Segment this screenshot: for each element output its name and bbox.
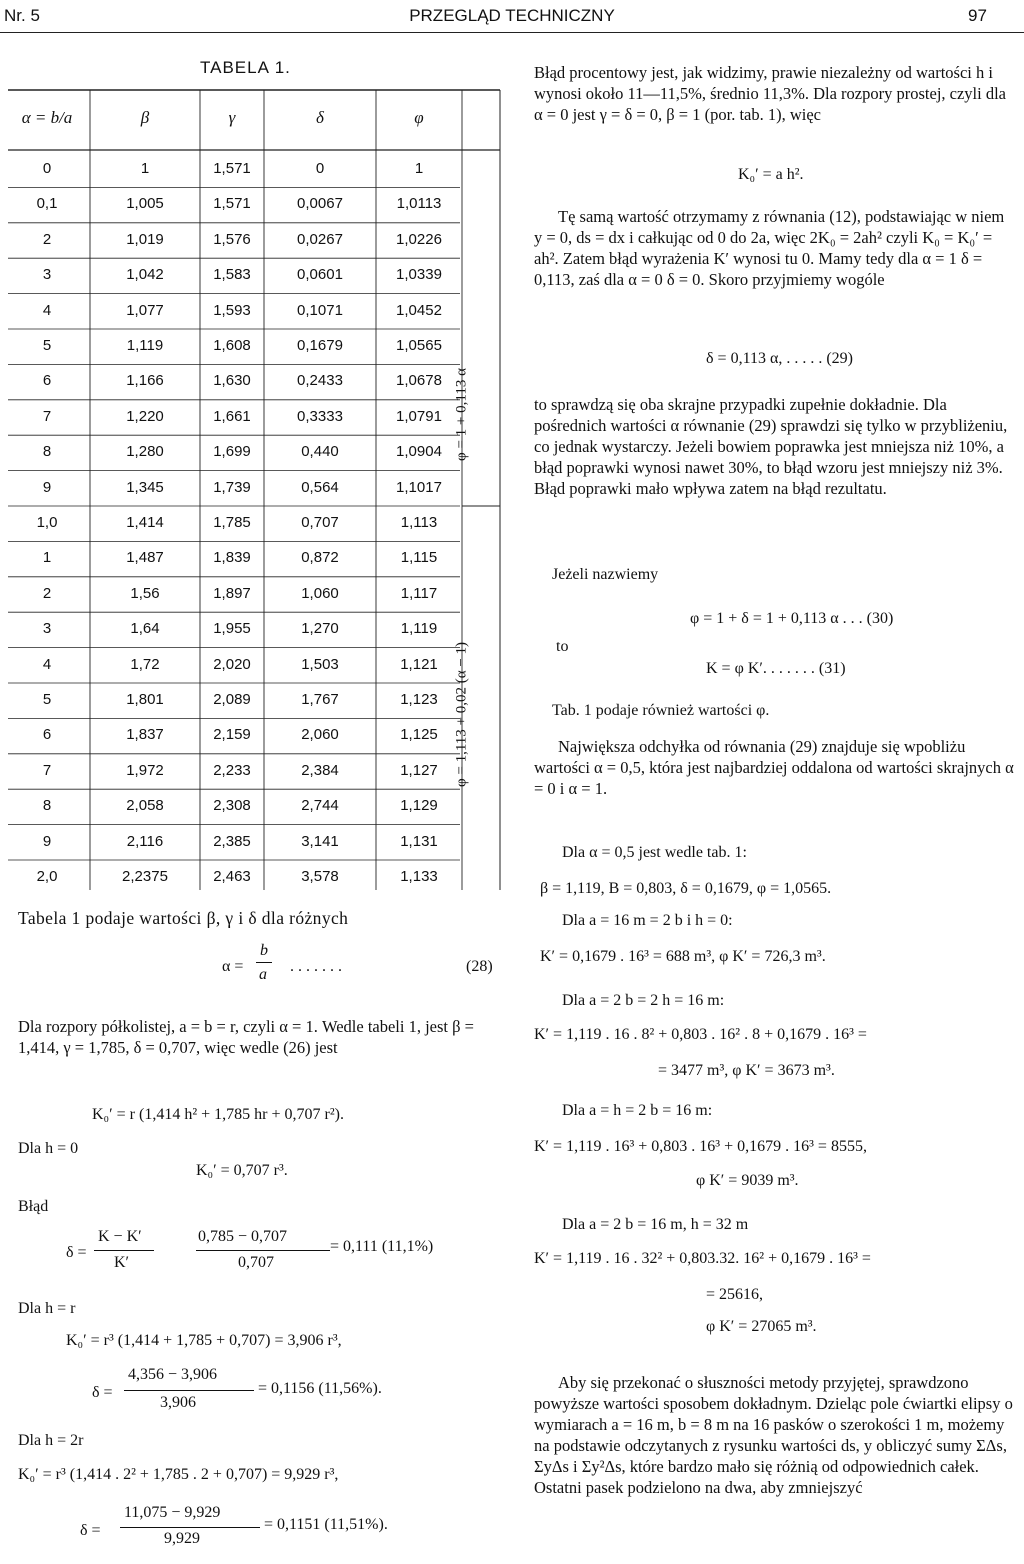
left-paragraph-1: Tabela 1 podaje wartości β, γ i δ dla różnych — [18, 908, 349, 928]
table-cell: 2,116 — [126, 832, 164, 850]
table-cell: 2,060 — [301, 726, 339, 744]
label-blad: Błąd — [18, 1198, 49, 1215]
table-cell: 1,119 — [126, 337, 164, 354]
header-beta: β — [140, 108, 150, 127]
header-phi: φ — [414, 108, 424, 127]
table-cell: 1,113 — [400, 514, 438, 531]
table-cell: 1,955 — [213, 620, 251, 638]
table-cell: 6 — [42, 726, 52, 744]
table-cell: 1,0 — [36, 514, 58, 531]
table-cell: 1,0339 — [396, 266, 442, 284]
table-cell: 3,141 — [301, 832, 339, 850]
table-cell: 0,0267 — [297, 230, 343, 248]
calc-line-12: = 25616, — [706, 1286, 764, 1303]
table-cell: 1,129 — [400, 797, 438, 815]
table-cell: 9 — [42, 832, 52, 850]
table-cell: 1,0226 — [396, 230, 442, 248]
table-cell: 3 — [42, 620, 52, 638]
table-cell: 0 — [42, 160, 52, 177]
table-cell: 0,3333 — [297, 407, 343, 425]
table-cell: 2,308 — [213, 797, 251, 815]
table-cell: 1,0565 — [396, 337, 442, 354]
table-cell: 2,384 — [301, 761, 339, 779]
formula-k0-general: K₀′ = r (1,414 h² + 1,785 hr + 0,707 r²). — [92, 1106, 344, 1123]
right-paragraph-2: Tę samą wartość otrzymamy z równania (12), podstawiając w niem y = 0, ds = dx i całkując od 0 do 2a, więc 2K₀ = 2ah² czyli K₀ = K₀′ = ah². Zatem błąd wyrażenia K′ wynosi tu 0. Mamy tedy dla α = 1 δ = 0,113, zaś dla α = 0 δ = 0. Skoro przyjmiemy wogóle — [534, 207, 1005, 289]
table-cell: 1,661 — [213, 407, 251, 425]
table-cell: 1,119 — [400, 620, 438, 638]
table-cell: 2 — [42, 230, 52, 248]
table-cell: 0 — [315, 160, 325, 177]
issue-number: Nr. 5 — [4, 6, 40, 25]
calc-line-2: Dla a = 16 m = 2 b i h = 0: — [562, 912, 733, 929]
formula-k0-hr: K₀′ = r³ (1,414 + 1,785 + 0,707) = 3,906 r³, — [66, 1332, 342, 1349]
journal-page: Nr. 5 PRZEGLĄD TECHNICZNY 97 TABELA 1. α = b/a β γ δ φ 0 1 1,571 0 1 0,1 1,005 1,571 0,0067 1,0113 2 1,019 1,576 0,0267 1,0226 3 1,042 1,583 0,0601 1,0339 4 1,077 1,593 0,1071 1,0452 5 1,119 1,608 0,1679 1,0565 6 1,166 1,630 0,2433 1,0678 7 1,220 1,661 0,3333 1,0791 8 1,280 1,699 0,440 1,0904 9 1,345 1,739 0,564 1,1017 1,0 1,414 1,785 0,707 1,113 1 1,487 1,839 0,872 1,115 2 1,56 1,897 1,060 1,117 3 1,64 1,955 1,270 1,119 4 1,72 2,020 1,503 1,121 5 1,801 2,089 1,767 1,123 6 1,837 2,159 2,060 1,125 7 1,972 2,233 2,384 1,127 8 2,058 2,308 2,744 1,129 9 2,116 2,385 3,141 1,131 2,0 2,2375 2,463 3,578 1,133 φ = 1 + 0,113 α φ = 1,113 + 0,02 (α − 1) Tabela 1 podaje wartości β, γ i δ dla różnych α = b a . . . . . . . (28) Dla rozpory półkolistej, a = b = r, czyli α = 1. Wedle tabeli 1, jest β = 1,414, γ = 1,785, δ = 0,707, więc wedle (26) jest K₀′ = r (1,414 h² + 1,785 hr + 0,707 r²). Dla h = 0 K₀′ = 0,707 r³. Błąd δ = K − K′ K′ 0,785 − 0,707 0,707 = 0,111 (11,1%) Dla h = r K₀′ = r³ (1,414 + 1,785 + 0,707) = 3,906 r³, δ = 4,356 − 3,906 3,906 = 0,1156 (11,56%). Dla h = 2r K₀′ = r³ (1,414 . 2² + 1,785 . 2 + 0,707) = 9,929 r³, δ = 11,075 − 9,929 9,929 = 0,1151 (11,51%). Błąd procentowy jest, jak widzimy, prawie niezależny od wartości h i wynosi około 11—11,5%, średnio 11,3%. Dla rozpory prostej, czyli dla α = 0 jest γ = δ = 0, β = 1 (por. tab. 1), więc K₀′ = a h². Tę samą wartość otrzymamy z równania (12), podstawiając w niem y = 0, ds = dx i całkując od 0 do 2a, więc 2K₀ = 2ah² czyli K₀ = K₀′ = ah². Zatem błąd wyrażenia K′ wynosi tu 0. Mamy tedy dla α = 1 δ = 0,113, zaś dla α = 0 δ = 0. Skoro przyjmiemy wogóle δ = 0,113 α, . . . . . (29) to sprawdzą się oba skrajne przypadki zupełnie dokładnie. Dla pośrednich wartości α równanie (29) sprawdzi się tylko w przybliżeniu, co jednak wystarczy. Jeżeli bowiem poprawka jest mniejsza niż 10%, a błąd poprawki wynosi nawet 30%, to błąd wzoru jest mniejszy niż 3%. Błąd poprawki mało wpływa zatem na błąd rezultatu. Jeżeli nazwiemy φ = 1 + δ = 1 + 0,113 α . . . (30) to K = φ K′. . . . . . . (31) Tab. 1 podaje również wartości φ. Największa odchyłka od równania (29) znajduje się wpobliżu wartości α = 0,5, która jest najbardziej oddalona od wartości skrajnych α = 0 i α = 1. Dla α = 0,5 jest wedle tab. 1: β = 1,119, B = 0,803, δ = 0,1679, φ = 1,0565. Dla a = 16 m = 2 b i h = 0: K′ = 0,1679 . 16³ = 688 m³, φ K′ = 726,3 m³. Dla a = 2 b = 2 h = 16 m: K′ = 1,119 . 16 . 8² + 0,803 . 16² . 8 + 0,1679 . 16³ = = 3477 m³, φ K′ = 3673 m³. Dla a = h = 2 b = 16 m: K′ = 1,119 . 16³ + 0,803 . 16³ + 0,1679 . 16³ = 8555, φ K′ = 9039 m³. Dla a = 2 b = 16 m, h = 32 m K′ = 1,119 . 16 . 32² + 0,803.32. 16² + 0,1679 . 16³ = = 25616, φ K′ = 27065 m³. Aby się przekonać o słuszności metody przyjętej, sprawdzono powyższe wartości sposobem dokładnym. Dzieląc pole ćwiartki elipsy o wymiarach a = 16 m, b = 8 m na 16 pasków o szerokości 1 m, możemy na podstawie odczytanych z rysunku wartości ds, y obliczyć sumy ΣΔs, ΣyΔs i Σy²Δs, które bardzo mało się różnią od odpowiednich całek. Ostatni pasek podzielono na dwa, aby zmniejszyć — [0, 0, 1024, 1564]
side-formula-lower: φ = 1,113 + 0,02 (α − 1) — [453, 641, 470, 788]
right-paragraph-1: Błąd procentowy jest, jak widzimy, prawie niezależny od wartości h i wynosi około 11—11,5%, średnio 11,3%. Dla rozpory prostej, czyli dla α = 0 jest γ = δ = 0, β = 1 (por. tab. 1), więc — [534, 63, 1006, 124]
table-cell: 1,115 — [400, 549, 438, 567]
table-cell: 9 — [42, 478, 52, 496]
table-cell: 2,463 — [213, 868, 251, 885]
table-cell: 1,608 — [213, 337, 251, 354]
table-cell: 1,414 — [126, 514, 164, 531]
table-cell: 1,0113 — [396, 195, 442, 213]
table-cell: 0,0067 — [297, 195, 343, 213]
table-cell: 0,1679 — [297, 337, 343, 354]
right-paragraph-5: Tab. 1 podaje również wartości φ. — [552, 702, 770, 719]
table-cell: 1,630 — [213, 372, 251, 390]
table-cell: 4 — [42, 301, 52, 319]
table-cell: 1,72 — [130, 655, 160, 673]
right-paragraph-6: Największa odchyłka od równania (29) znajduje się wpobliżu wartości α = 0,5, która jest najbardziej oddalona od wartości skrajnych α = 0 i α = 1. — [534, 737, 1014, 798]
header-alpha-text: α = b/a — [21, 108, 73, 127]
table-cell: 1,117 — [400, 584, 438, 602]
table-cell: 2,159 — [213, 726, 251, 744]
header-gamma: γ — [228, 108, 236, 127]
table-cell: 1,127 — [400, 761, 438, 779]
table-cell: 1,133 — [400, 868, 438, 885]
table-cell: 2,020 — [213, 655, 251, 673]
table-cell: 0,2433 — [297, 372, 343, 390]
calc-line-11: K′ = 1,119 . 16 . 32² + 0,803.32. 16² + 0,1679 . 16³ = — [534, 1250, 871, 1267]
right-paragraph-8: Aby się przekonać o słuszności metody przyjętej, sprawdzono powyższe wartości sposobem dokładnym. Dzieląc pole ćwiartki elipsy o wymiarach a = 16 m, b = 8 m na 16 pasków o szerokości 1 m, możemy na podstawie odczytanych z rysunku wartości ds, y obliczyć sumy ΣΔs, ΣyΔs i Σy²Δs, które bardzo mało się różnią od odpowiednich całek. Ostatni pasek podzielono na dwa, aby zmniejszyć — [534, 1373, 1013, 1497]
label-to: to — [556, 638, 569, 655]
table-cell: 1,837 — [126, 726, 164, 744]
table-cell: 8 — [42, 443, 52, 461]
table-cell: 1,345 — [126, 478, 164, 496]
table-cell: 2,0 — [36, 868, 58, 885]
formula-k0-h0: K₀′ = 0,707 r³. — [196, 1162, 288, 1179]
table-cell: 2,233 — [213, 761, 251, 779]
calc-line-13: φ K′ = 27065 m³. — [706, 1318, 817, 1335]
table-cell: 1,897 — [213, 584, 251, 602]
calc-line-9: φ K′ = 9039 m³. — [696, 1172, 799, 1189]
calc-line-10: Dla a = 2 b = 16 m, h = 32 m — [562, 1216, 749, 1233]
table-cell: 1,571 — [213, 160, 251, 177]
table-cell: 1,077 — [126, 301, 164, 319]
table-cell: 1,739 — [213, 478, 251, 496]
calc-line-7: Dla a = h = 2 b = 16 m: — [562, 1102, 713, 1119]
page-number: 97 — [968, 6, 987, 25]
table-cell: 1,019 — [126, 230, 164, 248]
equation-30: φ = 1 + δ = 1 + 0,113 α . . . (30) — [690, 610, 894, 627]
table-cell: 2,058 — [126, 797, 164, 815]
table-cell: 5 — [42, 691, 52, 708]
table-cell: 1,042 — [126, 266, 164, 284]
table-cell: 1 — [414, 160, 424, 177]
label-h2r: Dla h = 2r — [18, 1432, 84, 1449]
table-cell: 0,872 — [301, 549, 339, 567]
left-paragraph-2: Dla rozpory półkolistej, a = b = r, czyli α = 1. Wedle tabeli 1, jest β = 1,414, γ = 1,785, δ = 0,707, więc wedle (26) jest — [18, 1017, 474, 1057]
table-cell: 0,440 — [301, 443, 339, 461]
table-cell: 2 — [42, 584, 52, 602]
table-cell: 0,1 — [36, 195, 58, 213]
table-cell: 1,220 — [126, 407, 164, 425]
label-hr: Dla h = r — [18, 1300, 76, 1317]
formula-k0-straight: K₀′ = a h². — [738, 166, 804, 183]
calc-line-5: K′ = 1,119 . 16 . 8² + 0,803 . 16² . 8 + 0,1679 . 16³ = — [534, 1026, 867, 1043]
table-cell: 8 — [42, 797, 52, 815]
table-cell: 6 — [42, 372, 52, 390]
table-cell: 2,385 — [213, 832, 251, 850]
table-cell: 0,707 — [301, 514, 339, 531]
header-delta: δ — [316, 108, 324, 127]
right-paragraph-7: Dla α = 0,5 jest wedle tab. 1: — [562, 844, 747, 861]
table-cell: 2,744 — [301, 797, 339, 815]
journal-title: PRZEGLĄD TECHNICZNY — [409, 6, 615, 25]
calc-line-1: β = 1,119, B = 0,803, δ = 0,1679, φ = 1,0565. — [540, 880, 832, 897]
table-cell: 1,060 — [301, 584, 339, 602]
table-cell: 1,56 — [130, 584, 160, 602]
table-cell: 1,767 — [301, 691, 339, 708]
table-cell: 1,571 — [213, 195, 251, 213]
table-cell: 1,270 — [301, 620, 339, 638]
equation-31: K = φ K′. . . . . . . (31) — [706, 660, 846, 677]
table-cell: 1,1017 — [396, 478, 442, 496]
right-paragraph-3: to sprawdzą się oba skrajne przypadki zupełnie dokładnie. Dla pośrednich wartości α równanie (29) sprawdzi się tylko w przybliżeniu, co jednak wystarczy. Jeżeli bowiem poprawka jest mniejsza niż 10%, a błąd poprawki wynosi nawet 30%, to błąd wzoru jest mniejszy niż 3%. Błąd poprawki mało wpływa zatem na błąd rezultatu. — [534, 395, 1008, 498]
table-cell: 1,121 — [400, 655, 438, 673]
equation-29: δ = 0,113 α, . . . . . (29) — [706, 350, 854, 367]
table-cell: 0,1071 — [297, 301, 343, 319]
table-cell: 7 — [42, 761, 52, 779]
table-cell: 1,280 — [126, 443, 164, 461]
table-cell: 1,576 — [213, 230, 251, 248]
table-cell: 1,0791 — [396, 407, 442, 425]
table-cell: 1,593 — [213, 301, 251, 319]
table-cell: 1,972 — [126, 761, 164, 779]
table-cell: 3 — [42, 266, 52, 284]
table-cell: 1,785 — [213, 514, 251, 531]
table-cell: 1,166 — [126, 372, 164, 390]
table-cell: 4 — [42, 655, 52, 673]
table-cell: 1,0678 — [396, 372, 442, 390]
table-cell: 2,089 — [213, 691, 251, 708]
label-h0: Dla h = 0 — [18, 1140, 79, 1157]
header-rule — [0, 32, 1024, 33]
header-alpha — [4, 88, 90, 148]
calc-line-3: K′ = 0,1679 . 16³ = 688 m³, φ K′ = 726,3 m³. — [540, 948, 826, 965]
table-cell: 1,503 — [301, 655, 339, 673]
table-cell: 2,2375 — [122, 868, 168, 885]
table-cell: 1 — [42, 549, 52, 567]
table-cell: 1,131 — [400, 832, 438, 850]
table-cell: 1,487 — [126, 549, 164, 567]
table-cell: 0,564 — [301, 478, 339, 496]
right-paragraph-4: Jeżeli nazwiemy — [552, 566, 659, 583]
calc-line-6: = 3477 m³, φ K′ = 3673 m³. — [658, 1062, 835, 1079]
calc-line-8: K′ = 1,119 . 16³ + 0,803 . 16³ + 0,1679 . 16³ = 8555, — [534, 1138, 867, 1155]
table-cell: 3,578 — [301, 868, 339, 885]
table-cell: 0,0601 — [297, 266, 343, 284]
side-formula-upper: φ = 1 + 0,113 α — [453, 368, 470, 461]
table-cell: 1,125 — [400, 726, 438, 744]
table-cell: 1,0452 — [396, 301, 442, 319]
table-cell: 7 — [42, 407, 52, 425]
table-cell: 1,583 — [213, 266, 251, 284]
table-cell: 1,64 — [130, 620, 160, 638]
formula-k0-h2r: K₀′ = r³ (1,414 . 2² + 1,785 . 2 + 0,707) = 9,929 r³, — [18, 1466, 339, 1483]
table-cell: 5 — [42, 337, 52, 354]
table-title: TABELA 1. — [200, 58, 291, 77]
table-cell: 1,123 — [400, 691, 438, 708]
table-1 — [4, 88, 504, 890]
table-cell: 1,005 — [126, 195, 164, 213]
table-cell: 1,801 — [126, 691, 164, 708]
calc-line-4: Dla a = 2 b = 2 h = 16 m: — [562, 992, 725, 1009]
table-cell: 1,0904 — [396, 443, 442, 461]
table-cell: 1,699 — [213, 443, 251, 461]
table-cell: 1 — [140, 160, 150, 177]
table-cell: 1,839 — [213, 549, 251, 567]
